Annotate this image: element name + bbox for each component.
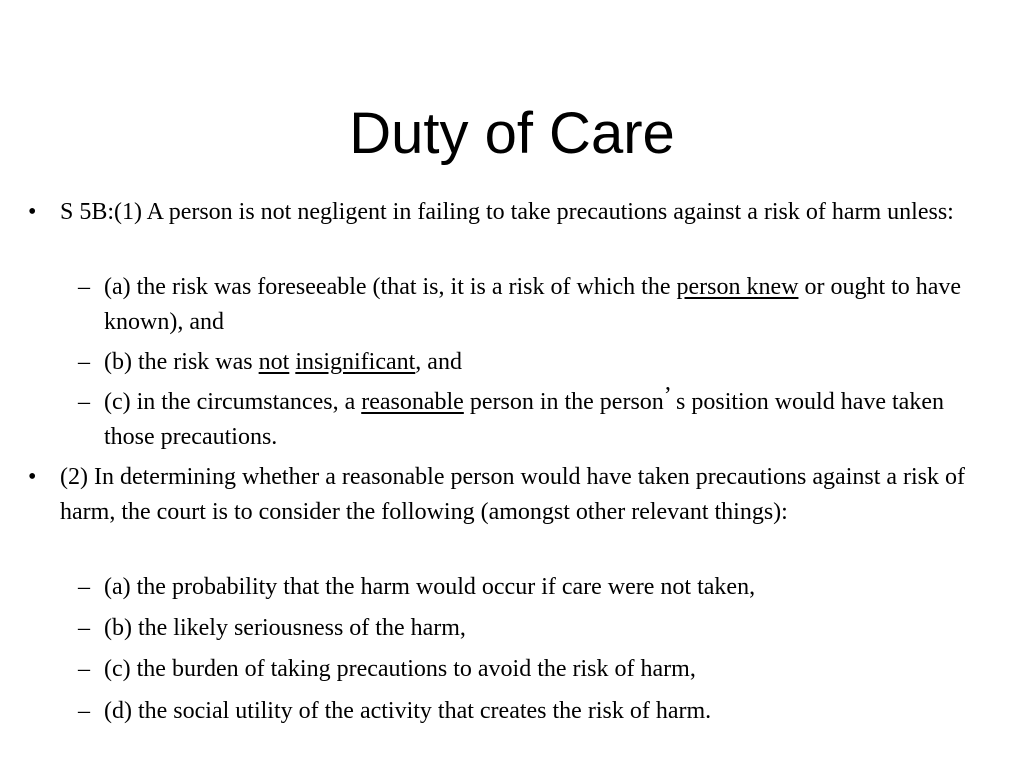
bullet-text: S 5B:(1) A person is not negligent in failing to take precautions against a risk of harm unless: <box>60 199 954 225</box>
bullet-item-s5b-1 <box>28 195 990 230</box>
sub-item-c-reasonable-person <box>78 383 984 455</box>
bullet-item-s5b-2 <box>28 460 990 530</box>
dash-icon: – <box>78 274 90 300</box>
apostrophe-mark: ’ <box>663 383 671 409</box>
dash-icon: – <box>78 615 90 641</box>
sub-item-text: (b) the likely seriousness of the harm, <box>104 615 466 641</box>
bullet-icon: • <box>28 464 37 490</box>
sub-item-text: s position would have taken those precautions. <box>104 389 944 450</box>
bullet-text: (2) In determining whether a reasonable person would have taken precautions against a risk of harm, the court is to consider the following (amongst other relevant things): <box>60 464 966 525</box>
slide-title: Duty of Care <box>349 101 675 166</box>
underlined-term-insignificant: insignificant <box>295 349 416 375</box>
sub-item-text: (d) the social utility of the activity that creates the risk of harm. <box>104 698 712 724</box>
underlined-term-person-knew: person knew <box>676 274 799 300</box>
underlined-term-reasonable: reasonable <box>361 389 464 415</box>
sub-item-text: (a) the probability that the harm would occur if care were not taken, <box>104 574 756 600</box>
sub-item-b-not-insignificant <box>78 345 984 380</box>
dash-icon: – <box>78 656 90 682</box>
sub-item-c-burden <box>78 652 984 687</box>
sub-item-text: (c) in the circumstances, a <box>104 389 362 415</box>
dash-icon: – <box>78 349 90 375</box>
sub-item-text: , and <box>415 349 462 375</box>
sub-item-b-seriousness <box>78 611 984 646</box>
sub-item-a-foreseeable <box>78 270 984 340</box>
sub-item-a-probability <box>78 570 984 605</box>
underlined-term-not: not <box>258 349 290 375</box>
sub-item-text: (c) the burden of taking precautions to avoid the risk of harm, <box>104 656 696 682</box>
sub-item-text: (b) the risk was <box>104 349 259 375</box>
sub-item-text: or ought to have known), and <box>104 274 962 335</box>
sub-item-text: (a) the risk was foreseeable (that is, it is a risk of which the <box>104 274 677 300</box>
dash-icon: – <box>78 698 90 724</box>
sub-item-d-social-utility <box>78 694 984 729</box>
bullet-icon: • <box>28 199 37 225</box>
dash-icon: – <box>78 389 90 415</box>
sub-item-text: person in the person <box>463 389 664 415</box>
dash-icon: – <box>78 574 90 600</box>
